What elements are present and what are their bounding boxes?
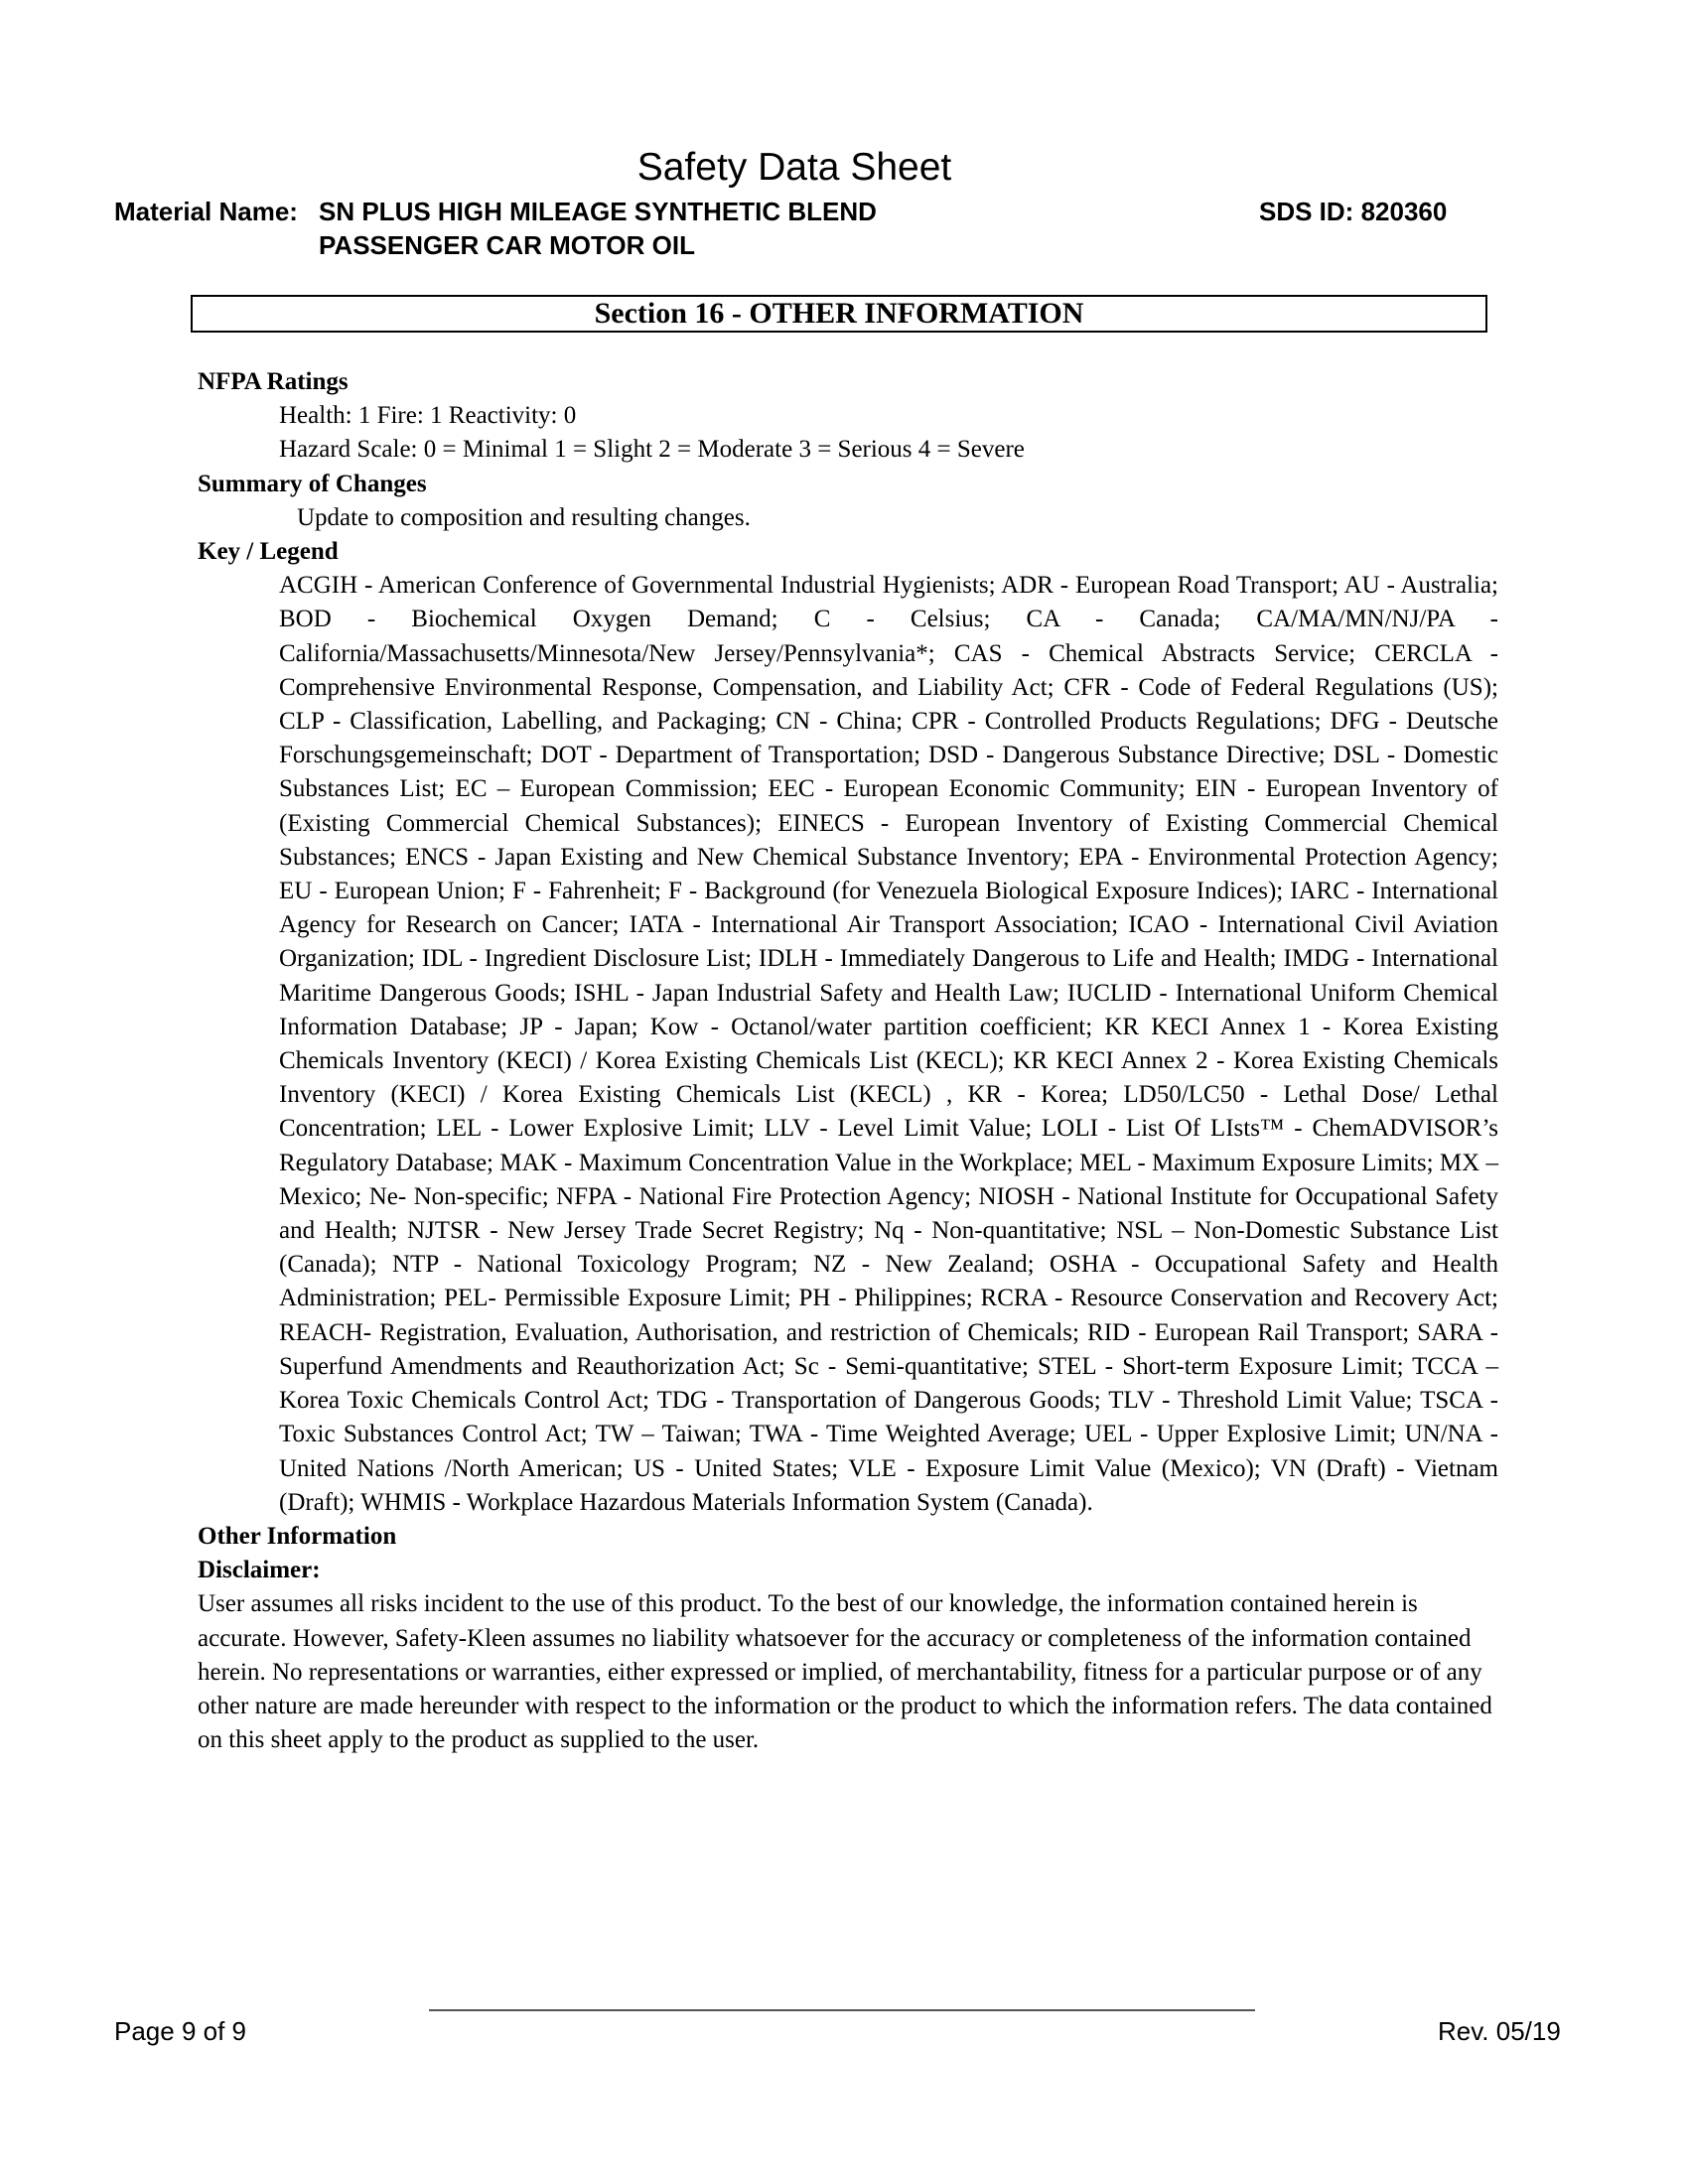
material-name <box>319 195 877 262</box>
material-name-line1: SN PLUS HIGH MILEAGE SYNTHETIC BLEND <box>319 197 877 226</box>
legend-heading: Key / Legend <box>198 538 339 566</box>
material-name-label: Material Name: <box>114 197 298 226</box>
disclaimer-text: User assumes all risks incident to the use of this product. To the best of our knowledge, the information contained herein is accurate. However, Safety-Kleen assumes no liability whatsoever for the accuracy or completeness of the information contained herein. No representations or warranties, either expressed or implied, of merchantability, fitness for a particular purpose or of any other nature are made hereunder with respect to the information or the product to which the information refers. The data contained on this sheet apply to the product as supplied to the user. <box>198 1590 1492 1754</box>
material-name-line2: PASSENGER CAR MOTOR OIL <box>319 230 695 260</box>
legend-text: ACGIH - American Conference of Governmental Industrial Hygienists; ADR - European Road Transport; AU - Australia; BOD - Biochemical Oxygen Demand; C - Celsius; CA - Canada; CA/MA/MN/NJ/PA - California/Massachusetts/Minnesota/New Jersey/Pennsylvania*; CAS - Chemical Abstracts Service; CERCLA - Comprehensive Environmental Response, Compensation, and Liability Act; CFR - Code of Federal Regulations (US); CLP - Classification, Labelling, and Packaging; CN - China; CPR - Controlled Products Regulations; DFG - Deutsche Forschungsgemeinschaft; DOT - Department of Transportation; DSD - Dangerous Substance Directive; DSL - Domestic Substances List; EC – European Commission; EEC - European Economic Community; EIN - European Inventory of (Existing Commercial Chemical Substances); EINECS - European Inventory of Existing Commercial Chemical Substances; ENCS - Japan Existing and New Chemical Substance Inventory; EPA - Environmental Protection Agency; EU - European Union; F - Fahrenheit; F - Background (for Venezuela Biological Exposure Indices); IARC - International Agency for Research on Cancer; IATA - International Air Transport Association; ICAO - International Civil Aviation Organization; IDL - Ingredient Disclosure List; IDLH - Immediately Dangerous to Life and Health; IMDG - International Maritime Dangerous Goods; ISHL - Japan Industrial Safety and Health Law; IUCLID - International Uniform Chemical Information Database; JP - Japan; Kow - Octanol/water partition coefficient; KR KECI Annex 1 - Korea Existing Chemicals Inventory (KECI) / Korea Existing Chemicals List (KECL); KR KECI Annex 2 - Korea Existing Chemicals Inventory (KECI) / Korea Existing Chemicals List (KECL) , KR - Korea; LD50/LC50 - Lethal Dose/ Lethal Concentration; LEL - Lower Explosive Limit; LLV - Level Limit Value; LOLI - List Of LIsts™ - ChemADVISOR’s Regulatory Database; MAK - Maximum Concentration Value in the Workplace; MEL - Maximum Exposure Limits; MX – Mexico; Ne- Non-specific; NFPA - National Fire Protection Agency; NIOSH - National Institute for Occupational Safety and Health; NJTSR - New Jersey Trade Secret Registry; Nq - Non-quantitative; NSL – Non-Domestic Substance List (Canada); NTP - National Toxicology Program; NZ - New Zealand; OSHA - Occupational Safety and Health Administration; PEL- Permissible Exposure Limit; PH - Philippines; RCRA - Resource Conservation and Recovery Act; REACH- Registration, Evaluation, Authorisation, and restriction of Chemicals; RID - European Rail Transport; SARA - Superfund Amendments and Reauthorization Act; Sc - Semi-quantitative; STEL - Short-term Exposure Limit; TCCA – Korea Toxic Chemicals Control Act; TDG - Transportation of Dangerous Goods; TLV - Threshold Limit Value; TSCA - Toxic Substances Control Act; TW – Taiwan; TWA - Time Weighted Average; UEL - Upper Explosive Limit; UN/NA - United Nations /North American; US - United States; VLE - Exposure Limit Value (Mexico); VN (Draft) - Vietnam (Draft); WHMIS - Workplace Hazardous Materials Information System (Canada). <box>279 572 1498 1516</box>
footer-divider <box>429 2009 1255 2011</box>
hazard-scale: Hazard Scale: 0 = Minimal 1 = Slight 2 = Moderate 3 = Serious 4 = Severe <box>279 436 1025 464</box>
summary-heading: Summary of Changes <box>198 470 427 497</box>
section-body <box>198 365 1498 1757</box>
nfpa-ratings: Health: 1 Fire: 1 Reactivity: 0 <box>279 402 577 430</box>
page-number: Page 9 of 9 <box>114 2016 246 2046</box>
document-title: Safety Data Sheet <box>636 146 952 189</box>
nfpa-heading: NFPA Ratings <box>198 368 349 395</box>
summary-text: Update to composition and resulting changes. <box>297 503 751 531</box>
section-title: Section 16 - OTHER INFORMATION <box>191 295 1487 333</box>
sds-id: SDS ID: 820360 <box>1259 197 1448 226</box>
disclaimer-heading: Disclaimer: <box>198 1557 321 1584</box>
revision: Rev. 05/19 <box>1438 2016 1561 2046</box>
other-info-heading: Other Information <box>198 1522 397 1550</box>
